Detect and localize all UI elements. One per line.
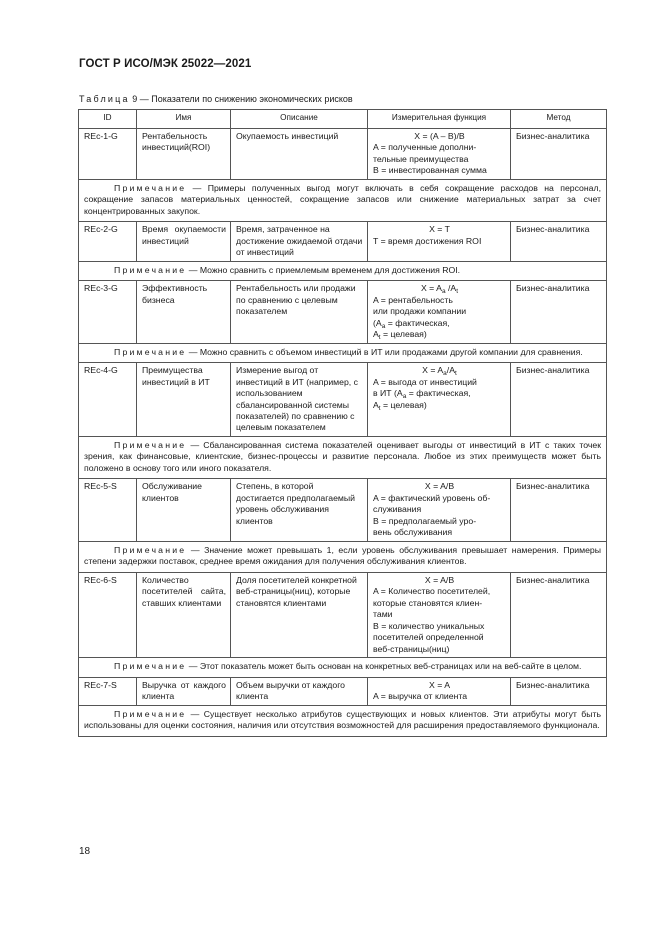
col-header-id: ID	[79, 110, 137, 129]
cell-name: Выручка от каждого клиента	[137, 677, 231, 705]
formula-subscript: t	[455, 370, 457, 378]
cell-formula	[368, 572, 511, 657]
formula-subscript: a	[381, 322, 386, 330]
col-header-name: Имя	[137, 110, 231, 129]
formula-line	[373, 329, 506, 340]
cell-id: REc-7-S	[79, 677, 137, 705]
formula-line: A = фактический уровень об-	[373, 492, 491, 503]
document-header: ГОСТ Р ИСО/МЭК 25022—2021	[79, 58, 252, 70]
cell-method: Бизнес-аналитика	[511, 572, 607, 657]
formula-line: A = выгода от инвестиций	[373, 376, 477, 387]
cell-formula	[368, 281, 511, 343]
table-row	[79, 572, 607, 657]
note-row	[79, 343, 607, 362]
page-number: 18	[79, 846, 91, 857]
formula-text: A	[373, 399, 379, 410]
formula-line: посетителей определенной	[373, 632, 484, 643]
note-cell	[79, 658, 607, 677]
cell-method: Бизнес-аналитика	[511, 677, 607, 705]
formula-line: или продажи компании	[373, 306, 467, 317]
cell-name: Преимущества инвестиций в ИТ	[137, 363, 231, 437]
formula-line: A = рентабельность	[373, 294, 453, 305]
cell-method: Бизнес-аналитика	[511, 128, 607, 179]
cell-formula	[368, 363, 511, 437]
formula-line: B = предполагаемый уро-	[373, 515, 477, 526]
note-cell	[79, 705, 607, 736]
formula-line: которые становятся клиен-	[373, 597, 483, 608]
formula-text: = фактическая,	[385, 317, 450, 328]
table-row	[79, 128, 607, 179]
note-row	[79, 179, 607, 221]
cell-formula	[368, 677, 511, 705]
formula-text: (A	[373, 317, 382, 328]
cell-name: Количество посетителей сайта, ставших клиентами	[137, 572, 231, 657]
note-row	[79, 261, 607, 280]
table-row	[79, 363, 607, 437]
formula-subscript: a	[441, 288, 446, 296]
cell-id: REc-2-G	[79, 222, 137, 261]
col-header-formula: Измерительная функция	[368, 110, 511, 129]
formula-text: /A	[446, 365, 456, 376]
note-row	[79, 436, 607, 478]
note-text: — Можно сравнить с объемом инвестиций в ИТ или продажами другой компании для сравнения.	[188, 346, 583, 357]
table-caption	[79, 94, 353, 104]
formula-text: = фактическая,	[406, 388, 471, 399]
table-number: 9	[132, 94, 138, 104]
formula-text: в ИТ (A	[373, 388, 403, 399]
note-text: — Примеры полученных выгод могут включать в себя сокращение расходов на персонал, сокращение запасов материальных ценностей, сокращение запасов или снижение материальных затрат за счет концентрированных закупок.	[84, 182, 601, 216]
formula-text: A	[373, 329, 379, 340]
cell-method: Бизнес-аналитика	[511, 281, 607, 343]
cell-id: REc-5-S	[79, 479, 137, 541]
col-header-description: Описание	[231, 110, 368, 129]
table-label: Таблица	[79, 94, 130, 104]
formula-subscript: t	[456, 288, 459, 296]
note-label: Примечание	[114, 439, 187, 450]
table-caption-text: — Показатели по снижению экономических рисков	[139, 94, 353, 104]
formula-line: B = количество уникальных	[373, 620, 485, 631]
note-cell	[79, 343, 607, 362]
note-row	[79, 705, 607, 736]
cell-description: Время, затраченное на достижение ожидаемой отдачи от инвестиций	[231, 222, 368, 261]
cell-name: Время окупаемости инвестиций	[137, 222, 231, 261]
formula-main: X = T	[429, 224, 450, 235]
note-cell	[79, 436, 607, 478]
formula-line: A = выручка от клиента	[373, 691, 468, 702]
note-label: Примечание	[114, 544, 187, 555]
formula-text: X = A	[420, 283, 442, 294]
cell-description: Окупаемость инвестиций	[231, 128, 368, 179]
formula-main: X = A/B	[424, 481, 455, 492]
note-text: — Этот показатель может быть основан на конкретных веб-страницах или на веб-сайте в целом.	[188, 661, 582, 672]
cell-method: Бизнес-аналитика	[511, 222, 607, 261]
formula-line	[373, 318, 506, 329]
formula-line: вень обслуживания	[373, 527, 453, 538]
cell-description: Рентабельность или продажи по сравнению с целевым показателем	[231, 281, 368, 343]
note-text: — Существует несколько атрибутов существующих и новых клиентов. Эти атрибуты могут быть использованы для оценки состояния, наличия или отсутствия возможностей для расширения предоставляемого функционала.	[84, 708, 601, 731]
col-header-method: Метод	[511, 110, 607, 129]
formula-main	[373, 365, 506, 376]
note-text: — Сбалансированная система показателей оценивает выгоды от инвестиций в ИТ с таких точек зрения, как финансовые, клиентские, бизнес-процессы и развитие персонала. Любое из этих преимуществ может быть положено в основу того или иного показателя.	[84, 439, 601, 473]
note-cell	[79, 541, 607, 572]
cell-formula	[368, 128, 511, 179]
note-row	[79, 658, 607, 677]
table-row	[79, 479, 607, 541]
formula-text: X = A	[422, 365, 444, 376]
cell-id: REc-3-G	[79, 281, 137, 343]
formula-text: /A	[445, 283, 457, 294]
note-label: Примечание	[114, 708, 187, 719]
cell-id: REc-4-G	[79, 363, 137, 437]
note-cell	[79, 261, 607, 280]
formula-line	[373, 400, 506, 411]
cell-description: Степень, в которой достигается предполагаемый уровень обслуживания клиентов	[231, 479, 368, 541]
note-text: — Значение может превышать 1, если уровень обслуживания превышает намерения. Примеры степени задержки поставок, среднее время ожидания для получения обслуживания клиентов.	[84, 544, 602, 567]
table-row	[79, 222, 607, 261]
formula-line: служивания	[373, 504, 422, 515]
formula-subscript: t	[378, 404, 381, 412]
table-row	[79, 281, 607, 343]
note-label: Примечание	[114, 661, 187, 672]
table-header-row	[79, 110, 607, 129]
formula-subscript: a	[443, 370, 447, 378]
risk-indicators-table	[78, 109, 607, 737]
note-text: — Можно сравнить с приемлемым временем для достижения ROI.	[188, 264, 461, 275]
formula-line: A = Количество посетителей,	[373, 586, 491, 597]
formula-line: T = время достижения ROI	[373, 235, 482, 246]
note-label: Примечание	[114, 264, 187, 275]
formula-main	[373, 283, 506, 294]
formula-line: A = полученные дополни-	[373, 142, 477, 153]
formula-main: X = (A – B)/B	[414, 130, 465, 141]
formula-subscript: t	[378, 334, 381, 342]
formula-line	[373, 388, 506, 399]
formula-text: = целевая)	[380, 399, 427, 410]
cell-method: Бизнес-аналитика	[511, 363, 607, 437]
cell-name: Эффективность бизнеса	[137, 281, 231, 343]
note-label: Примечание	[114, 182, 187, 193]
formula-line: тельные преимущества	[373, 153, 469, 164]
formula-main: X = A/B	[424, 574, 455, 585]
cell-formula	[368, 222, 511, 261]
table-row	[79, 677, 607, 705]
note-cell	[79, 179, 607, 221]
formula-main: X = A	[428, 679, 450, 690]
cell-description: Измерение выгод от инвестиций в ИТ (например, с использованием сбалансированной системы показателей) по сравнению с целевым показателем	[231, 363, 368, 437]
formula-line: тами	[373, 609, 393, 620]
cell-description: Объем выручки от каждого клиента	[231, 677, 368, 705]
formula-line: веб-страницы(ниц)	[373, 643, 450, 654]
cell-method: Бизнес-аналитика	[511, 479, 607, 541]
formula-text: = целевая)	[380, 329, 427, 340]
cell-id: REc-1-G	[79, 128, 137, 179]
formula-subscript: a	[402, 393, 407, 401]
note-row	[79, 541, 607, 572]
cell-id: REc-6-S	[79, 572, 137, 657]
cell-formula	[368, 479, 511, 541]
cell-name: Рентабельность инвестиций(ROI)	[137, 128, 231, 179]
note-label: Примечание	[114, 346, 187, 357]
cell-name: Обслуживание клиентов	[137, 479, 231, 541]
cell-description: Доля посетителей конкретной веб-страницы(ниц), которые становятся клиентами	[231, 572, 368, 657]
formula-line: B = инвестированная сумма	[373, 165, 487, 176]
